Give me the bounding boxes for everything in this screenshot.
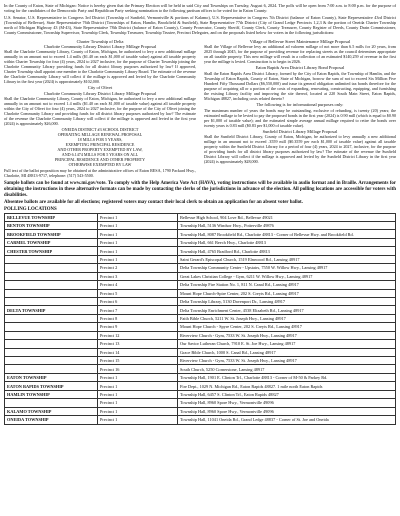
precinct-cell: Precinct 1: [98, 390, 178, 398]
right-column: [204, 38, 396, 180]
proposal-text: Shall the Charlotte Community Library, County of Eaton, Michigan, be authorized to levy a new additional millage annually in an amount not to exceed 1.4 mills ($1.40 on each $1,000 of taxable value) against all taxable property within the City of Olivet for four (4) years, 2024 to 2027 inclusive, for the purpose of the City of Olivet joining the Charlotte Community Library and providing funds for all district library purposes authorized by law? The estimate of the revenue the Charlotte Community Library will collect if the millage is approved and levied in the first year (2024) is approximately $26,000.: [4, 96, 196, 127]
precinct-cell: Precinct 3: [98, 272, 178, 280]
table-row: [5, 331, 396, 339]
jurisdiction-cell: HAMLIN TOWNSHIP: [5, 390, 98, 398]
precinct-cell: Precinct 1: [98, 238, 178, 246]
precinct-cell: Precinct 1: [98, 222, 178, 230]
table-row: [5, 357, 396, 365]
table-row: [5, 365, 396, 373]
jurisdiction-cell: EATON TOWNSHIP: [5, 373, 98, 381]
jurisdiction-cell: [5, 340, 98, 348]
location-cell: Township Hall, 1901 E. Clinton Trl., Charlotte 48813 - Corner of M-50 & Parkey Rd.: [178, 373, 396, 381]
precinct-cell: Precinct 1: [98, 213, 178, 221]
table-row: [5, 390, 396, 398]
location-cell: Grace Bible Church, 1000 S. Canal Rd., Lansing 48917: [178, 348, 396, 356]
precinct-cell: Precinct 1: [98, 255, 178, 263]
intro-paragraph: In the County of Eaton, State of Michigan: Notice is hereby given that the Primary Election will be held in said City and Townships on Tuesday, August 6, 2024. The polls will be open from 7:00 a.m. to 8:00 p.m. for the purpose of voting for the candidates of the Democratic Party and Republican Party seeking nomination to the following partisan offices to be voted for in Eaton County:: [4, 3, 396, 14]
precinct-cell: Precinct 1: [98, 247, 178, 255]
table-row: [5, 255, 396, 263]
proposal-text: Shall the Village of Bellevue levy an additional ad valorem millage of not more than 6.5 mills for 20 years, from 2025 through 2045, for the purpose of providing revenue for replacing streets as the council determines appropriate on all taxable property. This new millage will result in a collection of an estimated $140,259 of revenue in the first year the millage is levied. Construction is to begin in 2026.: [204, 44, 396, 65]
polling-locations-table: [4, 213, 396, 425]
sample-ballot-notice: Sample ballots can be found at www.mi.gov/vote. To comply with the Help America Vote Act (HAVA), voting instructions will be available in audio format and in Braille. Arrangements for obtaining the instructions in these alternative formats can be made by contacting the clerks of the jurisdictions in advance of the election. All polling locations are accessible for voters with disabilities.: [4, 181, 396, 198]
precinct-cell: Precinct 9: [98, 323, 178, 331]
jurisdiction-cell: [5, 399, 98, 407]
jurisdiction-cell: [5, 348, 98, 356]
proposal-title: Eaton Rapids Area District Library Bond Proposal: [255, 65, 345, 71]
precinct-cell: Precinct 4: [98, 281, 178, 289]
absentee-notice: Absentee ballots are available for all elections; registered voters may contact their local clerk to obtain an application for an absent voter ballot.: [4, 199, 303, 205]
precinct-cell: Precinct 1: [98, 407, 178, 415]
jurisdiction-cell: BENTON TOWNSHIP: [5, 222, 98, 230]
proposal-title: Sunfield District Library Millage Proposal: [262, 128, 338, 134]
location-cell: Mount Hope Church - Spyre Center, 202 S. Creyts Rd., Lansing 48917: [178, 323, 396, 331]
election-notice-page: [4, 0, 396, 425]
jurisdiction-cell: EATON RAPIDS TOWNSHIP: [5, 382, 98, 390]
jurisdiction-cell: BELLEVUE TOWNSHIP: [5, 213, 98, 221]
location-cell: Township Hall, 6457 S. Clinton Trl., Eaton Rapids 48827: [178, 390, 396, 398]
precinct-cell: Precinct 1: [98, 399, 178, 407]
precinct-cell: Precinct 14: [98, 348, 178, 356]
table-row: [5, 213, 396, 221]
jurisdiction-cell: CHESTER TOWNSHIP: [5, 247, 98, 255]
table-row: [5, 272, 396, 280]
proposal-text: Shall the Charlotte Community Library, County of Eaton, Michigan, be authorized to levy a new additional millage annually in an amount not to exceed 1.4 mills ($1.40 on each $1,000 of taxable value) against all taxable property within Charter Township for four (4) years, 2024 to 2027 inclusive, for the purpose of Charter Township joining the Charlotte Community Library providing funds for all district library purposes authorized by law? If approved, Charter Township shall appoint one member to the Charlotte Community Library Board. The estimate of the revenue the Charlotte Community Library will collect if the millage is approved and levied by the Charlotte Community Library in the first year (2024) is approximately $102,000.: [4, 49, 196, 85]
location-cell: Delta Township Library, 5130 Davenport Dr., Lansing 48917: [178, 297, 396, 305]
table-row: [5, 348, 396, 356]
table-row: [5, 382, 396, 390]
jurisdiction-cell: ONEIDA TOWNSHIP: [5, 416, 98, 424]
location-cell: Delta Township Community Center - Upstairs, 7550 W. Willow Hwy., Lansing 48917: [178, 264, 396, 272]
school-line: PRINCIPAL RESIDENCE AND OTHER PROPERTY: [54, 157, 146, 163]
location-cell: Township Hall, 8960 Spore Hwy., Vermontville 49096: [178, 407, 396, 415]
proposal-title: City of Olivet Charlotte Community Library District Library Millage Proposal: [43, 85, 157, 96]
location-cell: Bellevue High School, 904 Love Rd., Bellevue 49021: [178, 213, 396, 221]
jurisdiction-cell: [5, 289, 98, 297]
table-row: [5, 323, 396, 331]
location-cell: Delta Township Enrichment Center, 4538 Elizabeth Rd., Lansing 48917: [178, 306, 396, 314]
jurisdiction-cell: DELTA TOWNSHIP: [5, 306, 98, 314]
location-cell: Faith Bible Church, 5211 W. St. Joseph Hwy., Lansing 48917: [178, 314, 396, 322]
precinct-cell: Precinct 8: [98, 314, 178, 322]
location-cell: Our Savior Lutheran Church, 7910 E. St. Joe Hwy., Lansing 48917: [178, 340, 396, 348]
precinct-cell: Precinct 1: [98, 416, 178, 424]
location-cell: Riverview Church - Gym, 7533 W. St. Joseph Hwy., Lansing 48917: [178, 357, 396, 365]
location-cell: Township Hall, 8087 Brookfield Rd., Charlotte 48813 - Corner of Bellevue Hwy. and Brookfield Rd.: [178, 230, 396, 238]
table-row: [5, 281, 396, 289]
polling-locations-body: [5, 213, 396, 424]
location-cell: Township Hall, 8960 Spore Hwy., Vermontville 49096: [178, 399, 396, 407]
school-line: EXEMPTING PRINCIPAL RESIDENCE: [65, 142, 135, 148]
location-cell: Mount Hope Church-Spire Center, 202 S. Creyts Rd., Lansing 48917: [178, 289, 396, 297]
school-line: AND 6.1474 MILLS FOR 5 YEARS ON ALL: [61, 152, 139, 158]
school-line: OTHERWISE EXEMPTED BY LAW: [68, 162, 132, 168]
proposal-columns: [4, 38, 396, 180]
precinct-cell: Precinct 13: [98, 340, 178, 348]
table-row: [5, 373, 396, 381]
table-row: [5, 289, 396, 297]
jurisdiction-cell: [5, 357, 98, 365]
proposal-title: Village of Bellevue Street Maintenance Millage Proposal: [249, 38, 351, 44]
school-line: OPERATING MILLAGE RENEWAL PROPOSAL: [57, 132, 143, 138]
precinct-cell: Precinct 1: [98, 230, 178, 238]
table-row: [5, 399, 396, 407]
location-cell: Township Hall, 661 Beech Hwy., Charlotte 48813: [178, 238, 396, 246]
location-cell: Township Hall, 4765 Bradford Rd., Charlotte 48813: [178, 247, 396, 255]
precinct-cell: Precinct 12: [98, 331, 178, 339]
jurisdiction-cell: KALAMO TOWNSHIP: [5, 407, 98, 415]
table-row: [5, 340, 396, 348]
proposal-title: Charter Township of Delta Charlotte Community Library District Library Millage Proposal: [43, 38, 157, 49]
jurisdiction-cell: [5, 272, 98, 280]
table-row: [5, 247, 396, 255]
table-row: [5, 306, 396, 314]
polling-locations-heading: POLLING LOCATIONS: [4, 206, 57, 212]
school-line: AND OTHER PROPERTY EXEMPTED BY LAW,: [57, 147, 143, 153]
proposal-title: The following is for informational purposes only:: [256, 101, 344, 107]
table-row: [5, 407, 396, 415]
school-line: ONEIDA DISTRICT #3 SCHOOL DISTRICT: [61, 127, 139, 133]
table-row: [5, 222, 396, 230]
table-row: [5, 314, 396, 322]
jurisdiction-cell: [5, 297, 98, 305]
location-cell: Township Hall, 5136 Windsor Hwy., Potterville 49876: [178, 222, 396, 230]
location-cell: Township Hall, 11041 Oneida Rd., Grand Ledge 48837 - Corner of St. Joe and Oneida: [178, 416, 396, 424]
left-column: [4, 38, 196, 180]
proposal-text: Shall the Eaton Rapids Area District Library, formed by the City of Eaton Rapids, the Township of Hamlin, and the Township of Eaton Rapids, County of Eaton, State of Michigan, borrow the sum of not to exceed Six Million Five Hundred Fifty Thousand Dollars ($6,550,000) and issue its general obligation unlimited tax bonds therefore for the purpose of acquiring all or a portion of the costs of expanding, renovating, constructing, equipping, and furnishing the existing Library facility and improving the site thereof, located at 220 South Main Street, Eaton Rapids, Michigan 48827, including costs related thereto?: [204, 70, 396, 101]
jurisdiction-cell: BROOKFIELD TOWNSHIP: [5, 230, 98, 238]
jurisdiction-cell: [5, 281, 98, 289]
jurisdiction-cell: [5, 323, 98, 331]
school-proposal-heading: [4, 127, 196, 167]
jurisdiction-cell: [5, 331, 98, 339]
precinct-cell: Precinct 16: [98, 365, 178, 373]
school-proposal-footer: Full text of the ballot proposition may be obtained at the administrative offices of Eaton RESA, 1790 Packard Hwy., Charlotte, MI 48813-9717, telephone: (517) 543-5500.: [4, 168, 196, 179]
table-row: [5, 416, 396, 424]
location-cell: Saint Gerard's Episcopal Church, 1519 Elmwood Rd., Lansing 48917: [178, 255, 396, 263]
precinct-cell: Precinct 1: [98, 382, 178, 390]
jurisdiction-cell: CARMEL TOWNSHIP: [5, 238, 98, 246]
location-cell: Riverview Church - Gym, 7533 W. St. Joseph Hwy., Lansing 48917: [178, 331, 396, 339]
table-row: [5, 297, 396, 305]
proposal-text: The maximum number of years the bonds may be outstanding, exclusive of refunding, is twenty (20) years; the estimated millage to be levied to pay the proposed bonds in the first year (2024) is 0.90 mill (which is equal to $0.90 per $1,000 of taxable value); and the estimated simple average annual millage required to retire the bonds over twenty years is 0.83 mill ($0.83 per $1,000 of taxable value).: [204, 107, 396, 128]
precinct-cell: Precinct 2: [98, 264, 178, 272]
jurisdiction-cell: [5, 314, 98, 322]
proposal-text: Shall the Sunfield District Library, County of Eaton, Michigan, be authorized to levy annually a new additional millage in an amount not to exceed .3559 mill ($0.3559 per each $1,000 of taxable value) against all taxable property within the Sunfield District Library for a period of four (4) years, 2024 to 2027, inclusive, for the purpose of providing funds for all district library purposes authorized by law? The estimate of the revenue the Sunfield District Library will collect if the millage is approved and levied by the Sunfield District Library in the first year (2024) is approximately $28,000.: [204, 134, 396, 165]
precinct-cell: Precinct 5: [98, 289, 178, 297]
precinct-cell: Precinct 7: [98, 306, 178, 314]
offices-paragraph: U.S. Senator, U.S. Representative in Congress 3rd District (Township of Sunfield, Vermontville & portions of Kalamo), U.S. Representative in Congress 7th District (balance of Eaton County), State Representative 43rd District (Township of Bellevue), State Representative 76th District (Townships of Eaton, Hamlin, Brookfield & Sunfield), State Representative 77th District (City of Grand Ledge Precincts 1,2,3 & the portion of Oneida Charter Township north of Michigan Highway 43 (M-43), State Representative 78th District (balance of Eaton County), County Prosecutor, County Sheriff, County Clerk, County Treasurer, County Register of Deeds, County Drain Commissioner, County Commissioner, Township Supervisor, Township Clerk, Township Treasurer, Township Trustee, Precinct Delegates, and on the proposals listed below for voters in the following jurisdictions:: [4, 15, 396, 36]
jurisdiction-cell: [5, 264, 98, 272]
precinct-cell: Precinct 15: [98, 357, 178, 365]
table-row: [5, 264, 396, 272]
jurisdiction-cell: [5, 255, 98, 263]
precinct-cell: Precinct 6: [98, 297, 178, 305]
table-row: [5, 230, 396, 238]
jurisdiction-cell: [5, 365, 98, 373]
precinct-cell: Precinct 1: [98, 373, 178, 381]
location-cell: Fire Dept., 1029 N. Michigan Rd., Eaton Rapids 48827. 1 mile north Eaton Rapids: [178, 382, 396, 390]
location-cell: Great Lakes Christian College - Gym, 6211 W. Willow Hwy., Lansing 48917: [178, 272, 396, 280]
location-cell: Delta Township Fire Station No. 1, 811 N. Canal Rd., Lansing 48917: [178, 281, 396, 289]
school-line: 18 MILLS FOR 5 YEARS,: [77, 137, 123, 143]
table-row: [5, 238, 396, 246]
location-cell: South Church, 5250 Cornerstone, Lansing 48917: [178, 365, 396, 373]
